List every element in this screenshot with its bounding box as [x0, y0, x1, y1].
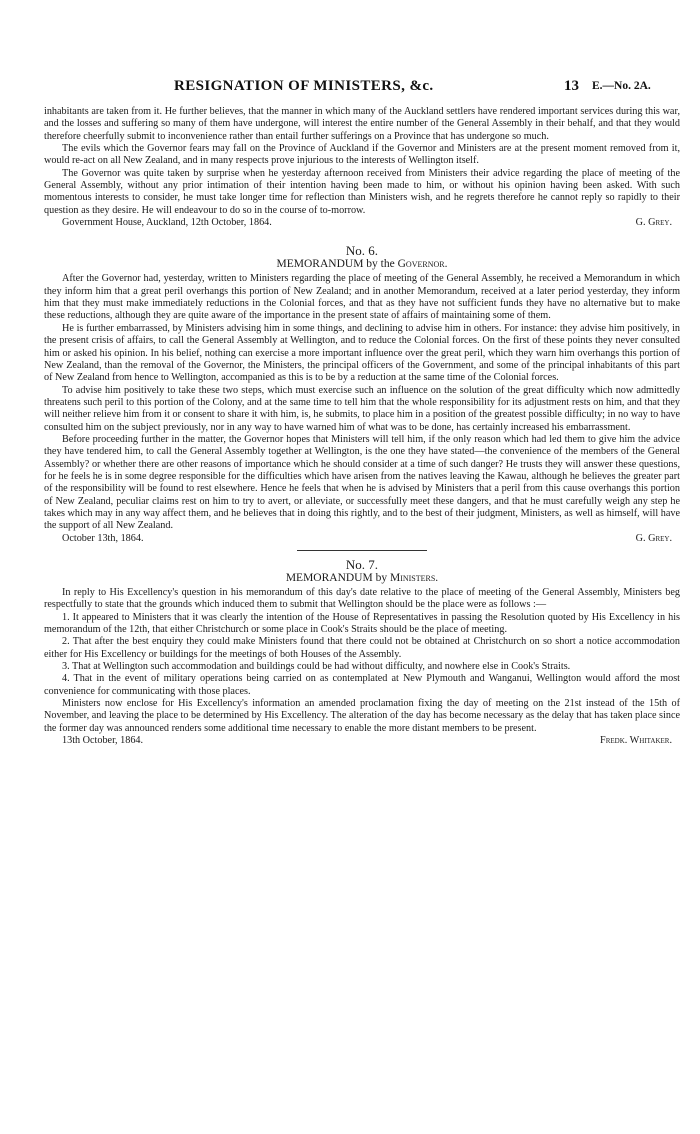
memo7-number: No. 7.: [345, 557, 379, 572]
memo6-paragraph-1: After the Governor had, yesterday, written to Ministers regarding the place of meeting of the General Assembly, he received a Memorandum in which they inform him that a great peril overhangs this portion of New Zealand; and in another Memorandum, received at a later period yesterday, they inform him that they must make immediately reductions in the Colonial forces, and that as they have not sufficient funds they have no alternative but to make these reductions, although they are quite aware of the importance in the present state of affairs of maintaining some of them.: [44, 273, 680, 322]
memo6-paragraph-3: To advise him positively to take these two steps, which must exercise such an influence on the solution of the great difficulty which now admittedly threatens such peril to this portion of the Colony, and at the same time to tell him that the whole responsibility for its adjustment rests on him, and that they will neither relieve him from it or consent to share it with him, is, he submits, to place him in a position of the greatest possible difficulty; in no way to have consulted him on the subject previously, nor in any way to have warned him of what was to be done, has certainly increased his embarrassment.: [44, 384, 680, 433]
page-body: [44, 106, 680, 747]
memo6-paragraph-2: He is further embarrassed, by Ministers advising him in some things, and declining to advise him in others. For instance: they advise him positively, in the present crisis of affairs, to call the General Assembly at Wellington, and to reduce the Colonial forces. On the first of these points they never consulted him or asked his opinion. In his belief, nothing can exercise a more important influence over the great peril, which they warn him overhangs this portion of New Zealand, than the removal of the Governor, the Ministers, the principal officers of the Government, and some of the principal inhabitants of this part of New Zealand from hence to Wellington, accompanied as this is to be by a reduction at the same time of the Colonial forces.: [44, 322, 680, 384]
memo7-title-text: MEMORANDUM by: [285, 572, 388, 584]
memo6-number: No. 6.: [345, 243, 379, 259]
memo6-paragraph-4: Before proceeding further in the matter, the Governor hopes that Ministers will tell him, if the only reason which had led them to give him the advice they have tendered him, to call the General Assembly together at Wellington, is the one they have stated—the convenience of the members of the General Assembly? or whether there are other reasons of importance which he should consider at a time of such danger? He trusts they will answer these questions, for he feels he is in some degree responsible for the difficulties which have arisen from the natives leaving the Kawau, although he believes the greater part of the responsibility will be found to rest elsewhere. Hence he feels that when he is advised by Ministers that a peril from this cause overhangs this portion of New Zealand, peculiar claims rest on him to try to avert, or alleviate, or successfully meet these dangers, and that he must carefully weigh any step he takes which may in any way affect them, and he believes that in doing this rightly, and to the best of their judgment, Ministers, as well as himself, will have the support of all New Zealand.: [44, 433, 680, 532]
memo7-paragraph-1: In reply to His Excellency's question in his memorandum of this day's date relative to the place of meeting of the General Assembly, Ministers beg respectfully to state that the grounds which induced them to submit that Wellington should be the place were as follows :—: [44, 587, 680, 611]
memo7-signature: Fredk. Whitaker.: [600, 735, 672, 747]
intro-signature-line: [44, 217, 680, 229]
memorandum-6: [44, 243, 680, 551]
memo7-signature-line: [44, 735, 680, 747]
memo6-signature: G. Grey.: [635, 532, 672, 544]
page-number: 13: [564, 78, 579, 94]
intro-paragraph-3: The Governor was quite taken by surprise when he yesterday afternoon received from Ministers their advice regarding the place of meeting of the General Assembly, without any prior intimation of their intention having been made to him, or without his opinion having been asked. With such momentous interests to consider, he must take longer time for reflection than Ministers wish, and he regrets therefore he cannot reply so rapidly to their question as they desire. He will endeavour to do so in the course of to-morrow.: [44, 167, 680, 216]
memo7-item-4: 4. That in the event of military operations being carried on as contemplated at New Plymouth and Wanganui, Wellington would afford the most convenience for communicating with those places.: [44, 673, 680, 697]
intro-paragraph-2: The evils which the Governor fears may fall on the Province of Auckland if the Governor and Ministers are at the present moment removed from it, would re-act on all New Zealand, and in many respects prove injurious to the interests of Wellington itself.: [44, 143, 680, 167]
running-header: [44, 78, 680, 98]
section-divider: [297, 550, 427, 551]
memo6-title: [44, 258, 680, 271]
running-title: RESIGNATION OF MINISTERS, &c.: [174, 78, 434, 94]
memo7-author: Ministers.: [389, 572, 439, 584]
memorandum-7: [44, 557, 680, 747]
memo6-date: October 13th, 1864.: [62, 532, 144, 544]
memo6-signature-line: [44, 533, 680, 545]
memo7-item-3: 3. That at Wellington such accommodation and buildings could be had without difficulty, and nowhere else in Cook's Straits.: [62, 661, 571, 673]
memo6-author: Governor.: [397, 258, 448, 271]
intro-date: Government House, Auckland, 12th October, 1864.: [62, 217, 272, 229]
memo7-paragraph-2: Ministers now enclose for His Excellency's information an amended proclamation fixing the day of meeting on the 21st instead of the 15th of November, and leaving the place to be determined by His Excellency. The alteration of the day has become necessary as the delay that has taken place since the former day was announced renders some additional time necessary to enable the more distant members to be present.: [44, 698, 680, 734]
memo7-item-2: 2. That after the best enquiry they could make Ministers found that there could not be obtained at Christchurch on so short a notice accommodation either for His Excellency or buildings for the meetings of both Houses of the Assembly.: [44, 636, 680, 660]
memo7-date: 13th October, 1864.: [62, 735, 144, 747]
memo7-item-1: 1. It appeared to Ministers that it was clearly the intention of the House of Representatives in passing the Resolution quoted by His Excellency in his memorandum of the 12th, that either Christchurch or some place in Cook's Straits should be the place of meeting.: [44, 611, 680, 636]
memo6-title-text: MEMORANDUM by the: [276, 258, 395, 271]
paper-reference: E.—No. 2A.: [592, 80, 651, 92]
intro-continuation: [44, 106, 680, 229]
intro-signature: G. Grey.: [635, 217, 672, 229]
intro-paragraph-1: inhabitants are taken from it. He further believes, that the manner in which many of the Auckland settlers have rendered important services during this war, and the losses and suffering so many of them have undergone, will interest the entire number of the General Assembly in their behalf, and that they would therefore cheerfully submit to inconvenience rather than entail further sufferings on a Province that has undergone so much.: [44, 106, 680, 142]
memo7-title: [44, 572, 680, 585]
